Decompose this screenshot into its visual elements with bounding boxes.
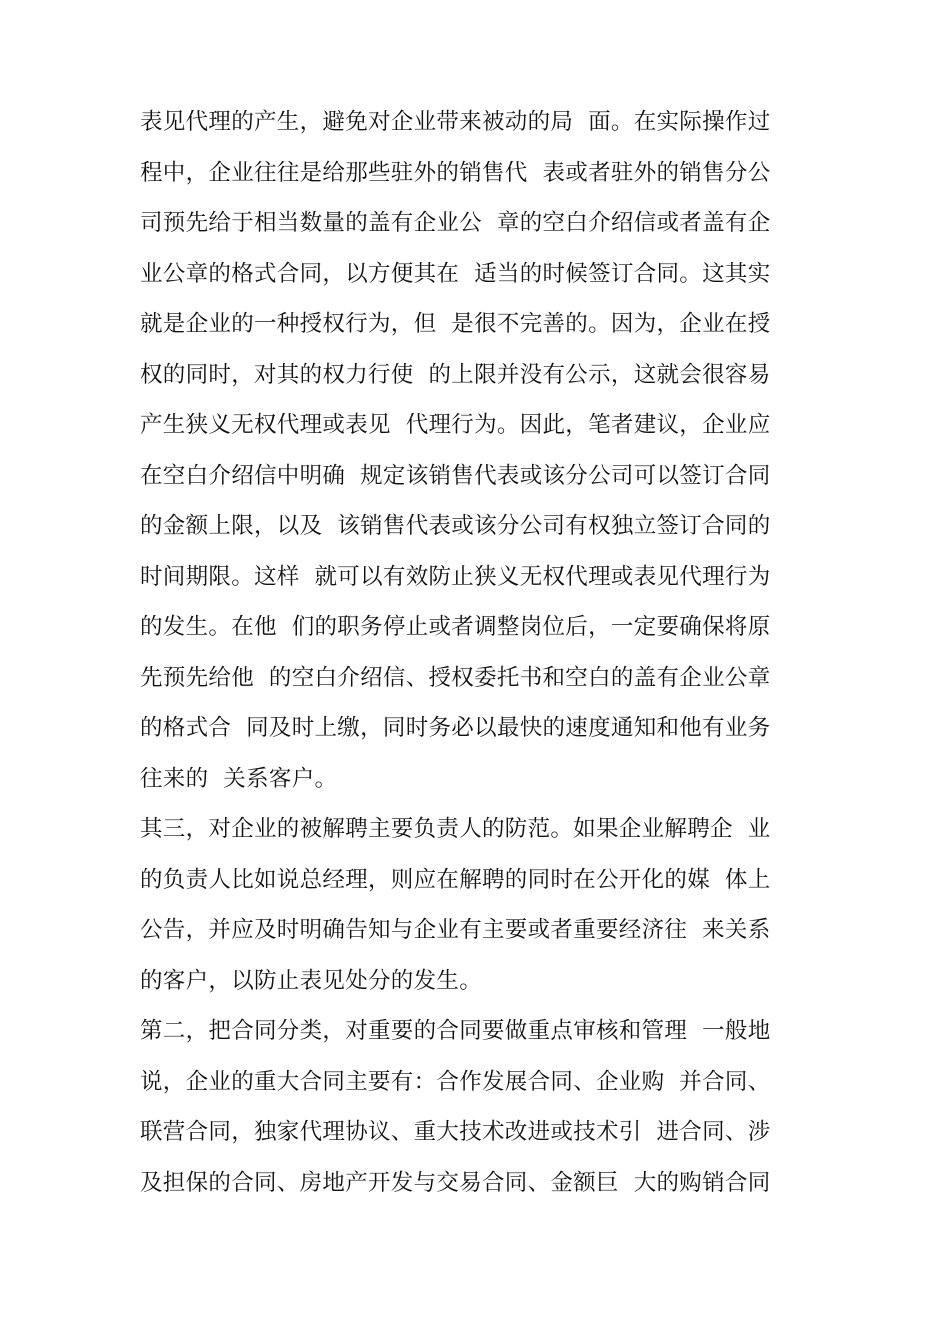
- text-line: 权的同时，对其的权力行使 的上限并没有公示，这就会很容易: [140, 361, 771, 388]
- text-line: 说，企业的重大合同主要有：合作发展合同、企业购 并合同、: [140, 1068, 771, 1095]
- text-line: 的格式合 同及时上缴，同时务必以最快的速度通知和他有业务: [140, 715, 771, 741]
- document-body: [140, 97, 830, 1208]
- text-line: 程中，企业往往是给那些驻外的销售代 表或者驻外的销售分公: [140, 159, 771, 186]
- text-line: 及担保的合同、房地产开发与交易合同、金额巨 大的购销合同: [140, 1169, 771, 1196]
- text-line: 联营合同，独家代理协议、重大技术改进或技术引 进合同、涉: [140, 1119, 771, 1145]
- text-line: 的金额上限，以及 该销售代表或该分公司有权独立签订合同的: [140, 513, 771, 539]
- text-line: 公告，并应及时明确告知与企业有主要或者重要经济往 来关系: [140, 917, 771, 943]
- text-line: 其三，对企业的被解聘主要负责人的防范。如果企业解聘企 业: [140, 816, 771, 842]
- text-line: 就是企业的一种授权行为，但 是很不完善的。因为，企业在授: [140, 311, 771, 337]
- text-line: 第二，把合同分类，对重要的合同要做重点审核和管理 一般地: [140, 1018, 771, 1044]
- text-line: 的发生。在他 们的职务停止或者调整岗位后，一定要确保将原: [140, 614, 771, 640]
- text-line: 时间期限。这样 就可以有效防止狭义无权代理或表见代理行为: [140, 563, 771, 590]
- text-line: 的负责人比如说总经理，则应在解聘的同时在公开化的媒 体上: [140, 866, 771, 893]
- text-line: 业公章的格式合同，以方便其在 适当的时候签订合同。这其实: [140, 260, 771, 287]
- text-line: 产生狭义无权代理或表见 代理行为。因此，笔者建议，企业应: [140, 412, 771, 438]
- text-line: 表见代理的产生，避免对企业带来被动的局 面。在实际操作过: [140, 109, 771, 135]
- text-line: 的客户，以防止表见处分的发生。: [140, 967, 483, 994]
- text-line: 在空白介绍信中明确 规定该销售代表或该分公司可以签订合同: [140, 462, 771, 489]
- text-line: 往来的 关系客户。: [140, 765, 338, 792]
- text-line: 先预先给他 的空白介绍信、授权委托书和空白的盖有企业公章: [140, 664, 771, 691]
- text-line: 司预先给于相当数量的盖有企业公 章的空白介绍信或者盖有企: [140, 210, 771, 236]
